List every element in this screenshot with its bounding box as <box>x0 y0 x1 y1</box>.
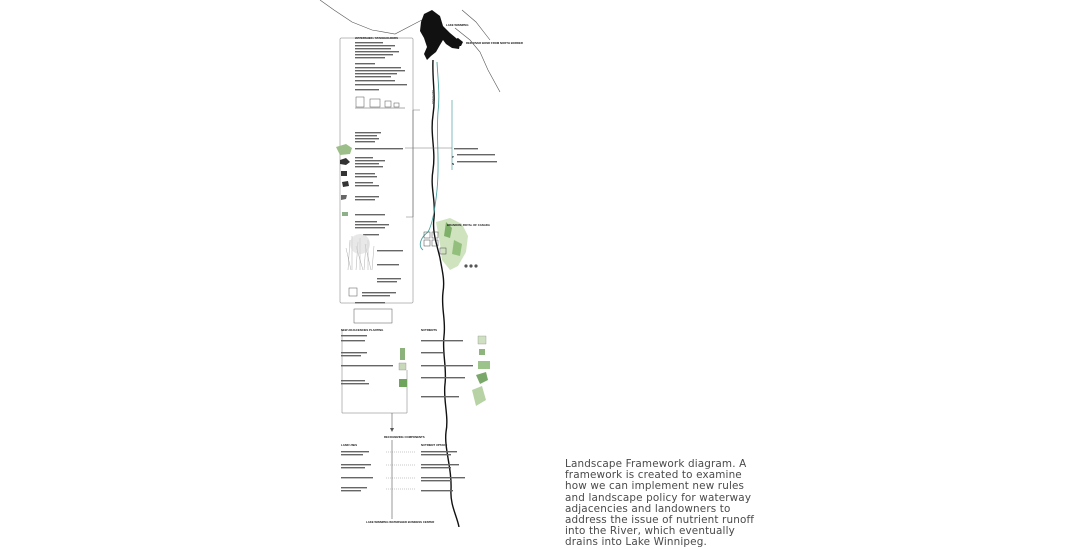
right-annotations <box>452 148 497 166</box>
bottom-right-heading: NUTRIENT UPTAKE <box>421 443 448 447</box>
bottom-left-heading: LAND USES <box>341 443 358 447</box>
panel-heading-watersheds: WATERSHED / STAKEHOLDERS <box>355 36 398 40</box>
lake-bottom-label: LAKE WINNIPEG WATERSHED BUSINESS CENTER <box>366 520 435 524</box>
panel-text-blocks <box>355 36 407 90</box>
prairie-grass-illustration <box>346 234 374 270</box>
panel-heading-adjacencies: NEW ADJACENCIES PLANTING <box>341 328 384 332</box>
livestock-icons <box>336 144 352 216</box>
panel-heading-nutrients: NUTRIENTS <box>421 328 438 332</box>
recognizing-heading: RECOGNIZING COMPONENTS <box>384 435 425 439</box>
land-use-panel <box>421 328 490 406</box>
adjacencies-panel <box>341 328 407 413</box>
panel-text-blocks-2 <box>355 132 403 303</box>
lake-top-label: LAKE WINNIPEG <box>446 23 469 27</box>
svg-text:P: P <box>452 155 454 159</box>
right-annotation-label: RED RIVER BOND FROM NORTH BORDER <box>466 41 523 45</box>
watershed-boundary-lines <box>320 0 500 92</box>
lake-winnipeg-shape <box>420 10 463 60</box>
framework-panel <box>340 38 455 303</box>
river-main-channel <box>432 60 459 527</box>
city-label: BRANDON, ROYAL OF CANADA <box>447 223 490 227</box>
svg-text:N: N <box>452 162 455 166</box>
river-upper-label: RED RIVER <box>431 90 434 105</box>
diagram-caption: Landscape Framework diagram. A framework is created to examine how we can implement new rules and landscape policy for waterway adjacencies and landowners to address the issue of nutrient runoff into the River, which eventually drains into Lake Winnipeg. <box>565 458 755 549</box>
structure-icons-row <box>355 97 405 108</box>
